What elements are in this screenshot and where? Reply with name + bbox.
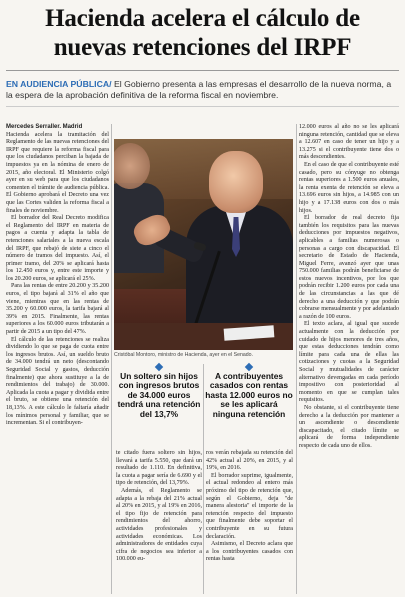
subtitle (6, 79, 399, 101)
column-3 (206, 450, 293, 564)
paragraph: Hacienda acelera la tramitación del Reglamento de las nuevas retenciones del IRPF que requiere la reforma fiscal para que los ciudadanos perciban la bajada de impuestos ya en la nómina de enero de 2015, año electoral. El Ministerio colgó ayer en su web para que los ciudadanos comenten el trámite de audiencia pública. El Gobierno aprobará el Decreto una vez que las Cortes validen la reforma fiscal a finales de noviembre. (6, 131, 109, 214)
paragraph: Para las rentas de entre 20.200 y 35.200 euros, el tipo bajará al 31% el año que viene, mientras que en las rentas de 35.200 y 60.000 euros, la tarifa bajará al 39% en 2015. Finalmente, las rentas superiores a los 60.000 euros tributarán a partir de 2015 a un tipo del 47%. (6, 283, 109, 336)
column-4 (299, 124, 399, 451)
byline-location: Madrid (62, 124, 83, 130)
paragraph: te citado fuera soltero sin hijos, llevará a tarifa 5.550, que dará un resultado de 1.110. En definitiva, la cuota a pagar sería de 6.690 y el tipo de retención, del 13,79%. (116, 450, 202, 487)
kicker: EN AUDIENCIA PÚBLICA/ (6, 79, 112, 89)
article-photo (114, 139, 293, 350)
headline-rule (6, 70, 399, 71)
paragraph: ros verán rebajada su retención del 42% actual al 20%, en 2015, y al 19%, en 2016. (206, 450, 293, 472)
callout-right: A contribuyentes casados con rentas hasta 12.000 euros no se les aplicará ninguna retención (205, 364, 293, 419)
callout-left: Un soltero sin hijos con ingresos brutos de 34.000 euros tendrá una retención del 13,7% (116, 364, 202, 419)
paragraph: 12.000 euros al año no se les aplicará ninguna retención, cantidad que se eleva a 12.607 en caso de tener un hijo y a 13.275 si el contribuyente tiene dos o más descendientes. (299, 124, 399, 161)
paragraph: El borrador suprime, igualmente, el actual redondeo al entero más próximo del tipo de retención que, según el Gobierno, deja "de manera alestoria" el importe de la retención respecto del impuesto que finalmente debe soportar el contribuyente en su futura declaración. (206, 472, 293, 540)
column-divider (111, 124, 112, 594)
paragraph: No obstante, si el contribuyente tiene derecho a la deducción por mantener a un ascendiente o descendiente discapacitado, el citado límite se aplicará de forma independiente respecto de cada uno de ellos. (299, 404, 399, 449)
column-1 (6, 124, 109, 428)
column-2 (116, 450, 202, 564)
byline (6, 124, 109, 132)
paragraph: El borrador del Real Decreto modifica el Reglamento del IRPF en materia de pagos a cuenta y adapta la tabla de retenciones salariales a la nueva escala del IRPF, que rebajó de siete a cinco el número de tramos del impuesto. Así, el primer tramo, del 20% se aplicará hasta los 12.450 euros y, entre este importe y los 20.200 euros, se aplicará el 25%. (6, 215, 109, 282)
paragraph: En el caso de que el contribuyente esté casado, pero su cónyuge no obtenga rentas superiores a 1.500 euros anuales, la renta exenta de retención se eleva a 13.696 euros sin hijos, a 14.985 con un hijo y a 17.138 euros con dos o más hijos. (299, 161, 399, 214)
subtitle-rule (6, 106, 399, 107)
subtitle-text: El Gobierno presenta a las empresas el desarrollo de la nueva norma, a la espera de la aprobación definitiva de la reforma fiscal en noviembre. (6, 79, 392, 100)
paragraph: El borrador de real decreto fija también los requisitos para las nuevas deducciones por impuestos negativos, aplicables a familias numerosas o personas a cargo con discapacidad. El secretario de Estado de Hacienda, Miguel Ferre, avanzó ayer que unas 750.000 familias podrán beneficiarse de estos nuevos incentivos, por los que podrán recibir 1.200 euros por cada una de las circunstancias a las que dé derecho a una deducción y que podrán cobrarse mensualmente y por adelantado a razón de 100 euros. (299, 215, 399, 320)
photo-caption: Cristóbal Montoro, ministro de Hacienda, ayer en el Senado. (114, 352, 253, 358)
paragraph: Asimismo, el Decreto aclara que a los contribuyentes casados con rentas hasta (206, 541, 293, 563)
byline-name: Mercedes Serraller. (6, 124, 62, 130)
paragraph: El cálculo de las retenciones se realiza dividiendo lo que se paga de cuota entre los ingresos brutos. Así, un sueldo bruto de 34.000 tendrá un neto (descontando Seguridad Social y gastos, deducción finalmente) que ahora sustituye a la de rendimientos del trabajo) de 30.000. Aplicada la cuota a pagar y dividida entre el bruto, se obtiene una retención del 18,13%. A este cálculo le faltaría añadir los mínimos personal y familiar, que se incrementan. Si el contribuyen- (6, 336, 109, 427)
headline: Hacienda acelera el cálculo de nuevas retenciones del IRPF (45, 5, 360, 61)
paragraph: El texto aclara, al igual que sucede actualmente con la deducción por cuidado de hijos menores de tres años, que estas deducciones tendrán como límite para cada una de ellas las cotizaciones y cuotas a la Seguridad Social y mutualidades de carácter alternativo devengadas en cada período impositivo con posterioridad al momento en que se cumplan tales requisitos. (299, 321, 399, 404)
column-divider (203, 364, 204, 594)
column-divider (296, 124, 297, 594)
paragraph: Además, el Reglamento se adapta a la rebaja del 21% actual al 20% en 2015, y al 19% en 2016, el tipo fijo de retención para rendimientos del ahorro, actividades profesionales y actividades económicas. Los administradores de entidades cuya cifra de negocios sea inferior a 100.000 eu- (116, 487, 202, 563)
